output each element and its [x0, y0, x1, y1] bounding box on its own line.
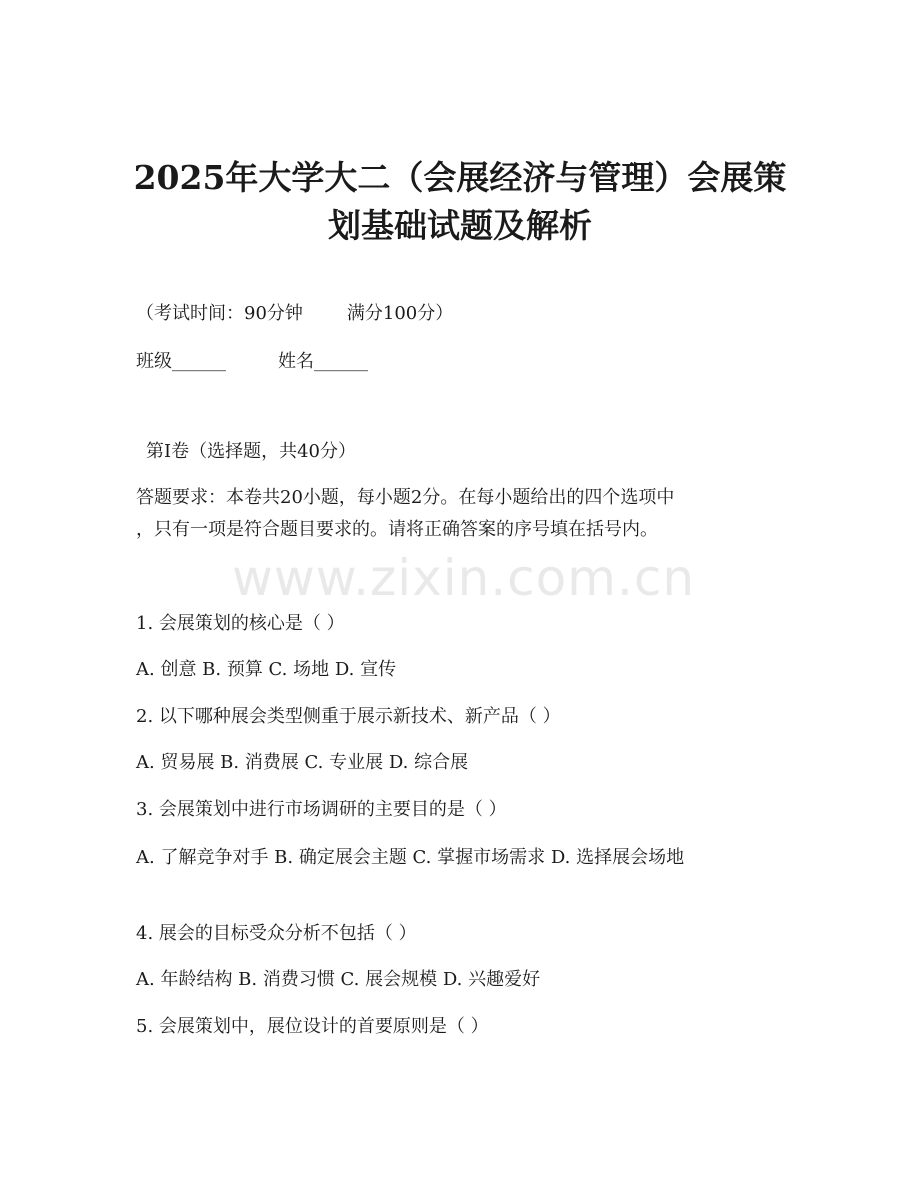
question-3-options: A. 了解竞争对手 B. 确定展会主题 C. 掌握市场需求 D. 选择展会场地: [136, 847, 685, 868]
instructions-line-1: 答题要求：本卷共20小题，每小题2分。在每小题给出的四个选项中: [136, 487, 675, 508]
question-2-stem: 2. 以下哪种展会类型侧重于展示新技术、新产品（ ）: [136, 706, 561, 727]
name-field: 姓名______: [278, 351, 368, 372]
question-4-options: A. 年龄结构 B. 消费习惯 C. 展会规模 D. 兴趣爱好: [136, 969, 541, 990]
watermark: www.zixin.com.cn: [232, 549, 696, 607]
full-score: 满分100分）: [346, 303, 454, 324]
question-5-stem: 5. 会展策划中，展位设计的首要原则是（ ）: [136, 1016, 489, 1037]
section-title: 第Ⅰ卷（选择题，共40分）: [146, 441, 357, 462]
document-title-line-1: 2025年大学大二（会展经济与管理）会展策: [133, 158, 787, 197]
question-1-options: A. 创意 B. 预算 C. 场地 D. 宣传: [136, 659, 397, 680]
instructions-line-2: ，只有一项是符合题目要求的。请将正确答案的序号填在括号内。: [136, 519, 658, 540]
document-title-line-2: 划基础试题及解析: [328, 206, 592, 245]
student-info: [136, 350, 786, 374]
exam-time: （考试时间：90分钟: [136, 303, 303, 324]
question-3-stem: 3. 会展策划中进行市场调研的主要目的是（ ）: [136, 799, 507, 820]
exam-info: [136, 302, 786, 326]
question-4-stem: 4. 展会的目标受众分析不包括（ ）: [136, 923, 417, 944]
question-1-stem: 1. 会展策划的核心是（ ）: [136, 613, 345, 634]
question-2-options: A. 贸易展 B. 消费展 C. 专业展 D. 综合展: [136, 752, 469, 773]
class-field: 班级______: [136, 351, 226, 372]
